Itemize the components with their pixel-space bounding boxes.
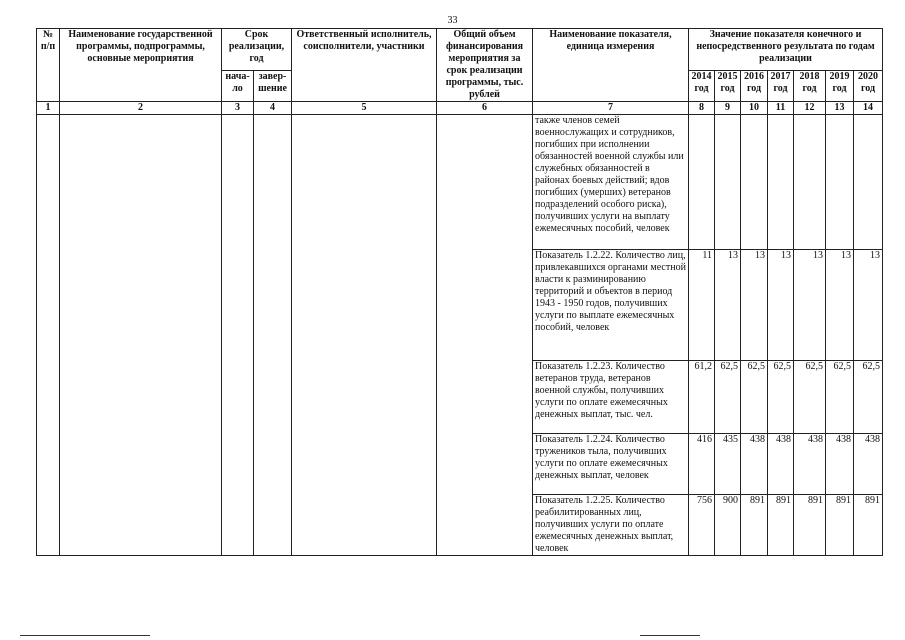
value-cell: 13 (741, 250, 768, 361)
indicator-cell: Показатель 1.2.25. Количество реабилитированных лиц, получивших услуги по оплате ежемесячных денежных выплат, человек (533, 495, 689, 556)
column-number: 12 (794, 102, 826, 115)
value-cell (741, 115, 768, 250)
value-cell: 13 (715, 250, 741, 361)
column-number: 14 (854, 102, 883, 115)
header-year: 2014 год (689, 70, 715, 101)
column-number: 13 (826, 102, 854, 115)
header-finance: Общий объем финансирования мероприятия за срок реализации программы, тыс. рублей (437, 29, 533, 102)
header-year: 2018 год (794, 70, 826, 101)
page-number: 33 (447, 15, 458, 26)
header-term-end: завер-шение (254, 70, 292, 101)
header-program-name: Наименование государственной программы, подпрограммы, основные мероприятия (60, 29, 222, 102)
column-number: 11 (768, 102, 794, 115)
value-cell: 756 (689, 495, 715, 556)
value-cell: 62,5 (794, 361, 826, 434)
header-year: 2016 год (741, 70, 768, 101)
value-cell: 61,2 (689, 361, 715, 434)
header-year: 2019 год (826, 70, 854, 101)
header-values: Значение показателя конечного и непосредственного результата по годам реализации (689, 29, 883, 71)
table-row (37, 115, 883, 250)
value-cell (826, 115, 854, 250)
value-cell: 435 (715, 434, 741, 495)
empty-cell (292, 115, 437, 556)
value-cell: 416 (689, 434, 715, 495)
value-cell: 891 (854, 495, 883, 556)
header-year: 2017 год (768, 70, 794, 101)
column-number: 8 (689, 102, 715, 115)
value-cell: 62,5 (715, 361, 741, 434)
value-cell: 13 (826, 250, 854, 361)
value-cell (715, 115, 741, 250)
value-cell: 438 (794, 434, 826, 495)
value-cell: 438 (768, 434, 794, 495)
value-cell: 62,5 (741, 361, 768, 434)
value-cell: 891 (768, 495, 794, 556)
column-number: 9 (715, 102, 741, 115)
empty-cell (60, 115, 222, 556)
value-cell (689, 115, 715, 250)
indicator-cell: Показатель 1.2.24. Количество тружеников тыла, получивших услуги по оплате ежемесячных денежных выплат, человек (533, 434, 689, 495)
indicator-cell: Показатель 1.2.22. Количество лиц, привлекавшихся органами местной власти к разминированию территорий и объектов в период 1943 - 1950 годов, получивших услуги по выплате ежемесячных пособий, человек (533, 250, 689, 361)
header-year: 2015 год (715, 70, 741, 101)
column-number: 7 (533, 102, 689, 115)
value-cell: 13 (768, 250, 794, 361)
value-cell: 438 (741, 434, 768, 495)
value-cell (768, 115, 794, 250)
indicator-cell: также членов семей военнослужащих и сотрудников, погибших при исполнении обязанностей военной службы или служебных обязанностей в районах боевых действий; вдов погибших (умерших) ветеранов подразделений особого риска), получивших услуги на выплату ежемесячных пособий, человек (533, 115, 689, 250)
value-cell: 13 (794, 250, 826, 361)
empty-cell (254, 115, 292, 556)
column-number: 5 (292, 102, 437, 115)
empty-cell (37, 115, 60, 556)
value-cell: 891 (741, 495, 768, 556)
column-number: 2 (60, 102, 222, 115)
scan-edge-line (20, 635, 150, 636)
value-cell: 438 (854, 434, 883, 495)
column-number: 4 (254, 102, 292, 115)
header-indicator: Наименование показателя, единица измерения (533, 29, 689, 102)
value-cell (854, 115, 883, 250)
indicator-cell: Показатель 1.2.23. Количество ветеранов труда, ветеранов военной службы, получивших услуги по оплате ежемесячных денежных выплат, тыс. чел. (533, 361, 689, 434)
value-cell: 438 (826, 434, 854, 495)
value-cell: 891 (826, 495, 854, 556)
scan-edge-line (640, 635, 700, 636)
header-term: Срок реализации, год (222, 29, 292, 71)
value-cell (794, 115, 826, 250)
header-num: № п/п (37, 29, 60, 102)
value-cell: 891 (794, 495, 826, 556)
column-number: 1 (37, 102, 60, 115)
value-cell: 62,5 (768, 361, 794, 434)
column-number: 10 (741, 102, 768, 115)
program-indicators-table (36, 28, 883, 556)
header-year: 2020 год (854, 70, 883, 101)
value-cell: 62,5 (826, 361, 854, 434)
column-number: 3 (222, 102, 254, 115)
value-cell: 900 (715, 495, 741, 556)
header-term-start: нача-ло (222, 70, 254, 101)
value-cell: 13 (854, 250, 883, 361)
header-executor: Ответственный исполнитель, соисполнители, участники (292, 29, 437, 102)
empty-cell (437, 115, 533, 556)
value-cell: 11 (689, 250, 715, 361)
column-number: 6 (437, 102, 533, 115)
value-cell: 62,5 (854, 361, 883, 434)
empty-cell (222, 115, 254, 556)
